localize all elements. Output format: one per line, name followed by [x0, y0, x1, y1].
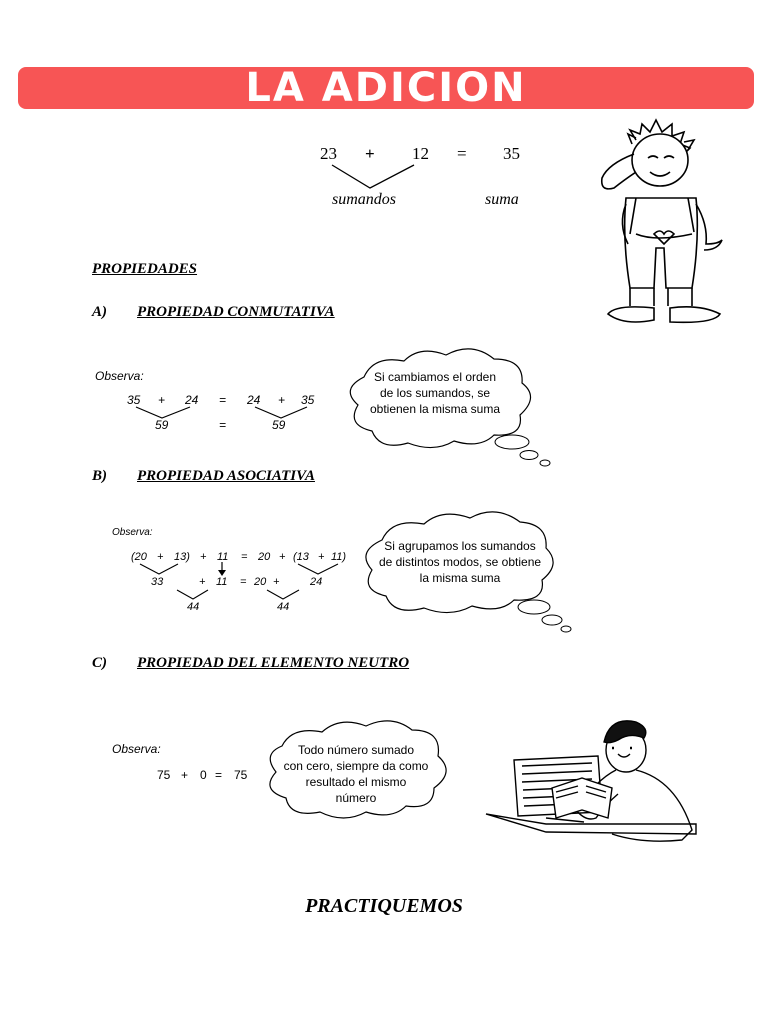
prop-a-title: PROPIEDAD CONMUTATIVA: [137, 304, 335, 320]
intro-plus: +: [365, 144, 375, 163]
sum-label: suma: [485, 191, 519, 208]
comm-num: 35: [301, 393, 315, 407]
comm-op: =: [219, 393, 227, 407]
assoc-term: 20: [254, 576, 267, 588]
neutral-op: +: [181, 768, 189, 782]
observe-label: Observa:: [112, 527, 153, 538]
cloud-text-c: [268, 742, 444, 806]
assoc-op: +: [200, 551, 207, 563]
comm-num: 24: [247, 393, 261, 407]
observe-label: Observa:: [95, 369, 144, 383]
comm-result: 59: [272, 418, 286, 432]
assoc-result: 44: [277, 601, 290, 613]
neutral-term: 75: [157, 768, 171, 782]
prop-b-letter: B): [92, 468, 107, 484]
comm-num: 35: [127, 393, 141, 407]
assoc-term: 11: [216, 576, 228, 588]
comm-op: =: [219, 418, 227, 432]
cloud-line: obtienen la misma suma: [369, 402, 501, 416]
cloud-text-b: [362, 538, 558, 586]
cloud-line: de los sumandos, se: [379, 386, 491, 400]
cloud-line: resultado el mismo: [305, 775, 407, 789]
cloud-line: Si cambiamos el orden: [373, 370, 497, 384]
observe-label: Observa:: [112, 742, 161, 756]
neutral-op: =: [215, 768, 223, 782]
assoc-result: 44: [187, 601, 200, 613]
assoc-term: 24: [310, 576, 323, 588]
cloud-line: la misma suma: [419, 571, 501, 585]
reading-boy-illustration: [486, 718, 708, 842]
intro-result: 35: [503, 144, 520, 163]
assoc-term: 13): [174, 551, 190, 563]
comm-num: 24: [185, 393, 199, 407]
assoc-term: 20: [258, 551, 271, 563]
comm-op: +: [158, 393, 166, 407]
intro-addend-b: 12: [412, 144, 429, 163]
practice-heading: PRACTIQUEMOS: [305, 895, 463, 917]
prop-c-title: PROPIEDAD DEL ELEMENTO NEUTRO: [137, 655, 410, 671]
assoc-op: +: [199, 576, 206, 588]
comm-op: +: [278, 393, 286, 407]
prop-c-letter: C): [92, 655, 107, 671]
comm-result: 59: [155, 418, 169, 432]
cloud-line: Todo número sumado: [297, 743, 415, 757]
cloud-line: Si agrupamos los sumandos: [384, 539, 536, 553]
intro-addend-a: 23: [320, 144, 337, 163]
page-title: LA ADICION: [245, 65, 527, 111]
assoc-term: 11: [217, 551, 229, 563]
neutral-term: 75: [234, 768, 248, 782]
assoc-op: =: [240, 576, 247, 588]
assoc-op: +: [318, 551, 325, 563]
assoc-term: (20: [131, 551, 147, 563]
cloud-line: con cero, siempre da como: [283, 759, 429, 773]
prop-b-title: PROPIEDAD ASOCIATIVA: [137, 468, 315, 484]
addends-label: sumandos: [332, 191, 397, 208]
assoc-term: 11): [331, 551, 347, 563]
cloud-line: número: [335, 791, 377, 805]
prop-a-letter: A): [92, 304, 107, 320]
neutral-term: 0: [200, 768, 207, 782]
assoc-term: 33: [151, 576, 164, 588]
section-title: PROPIEDADES: [92, 261, 198, 277]
assoc-op: +: [273, 576, 280, 588]
assoc-op: =: [241, 551, 248, 563]
intro-equals: =: [457, 144, 467, 163]
assoc-op: +: [157, 551, 164, 563]
cloud-line: de distintos modos, se obtiene: [378, 555, 542, 569]
assoc-term: (13: [293, 551, 309, 563]
assoc-op: +: [279, 551, 286, 563]
